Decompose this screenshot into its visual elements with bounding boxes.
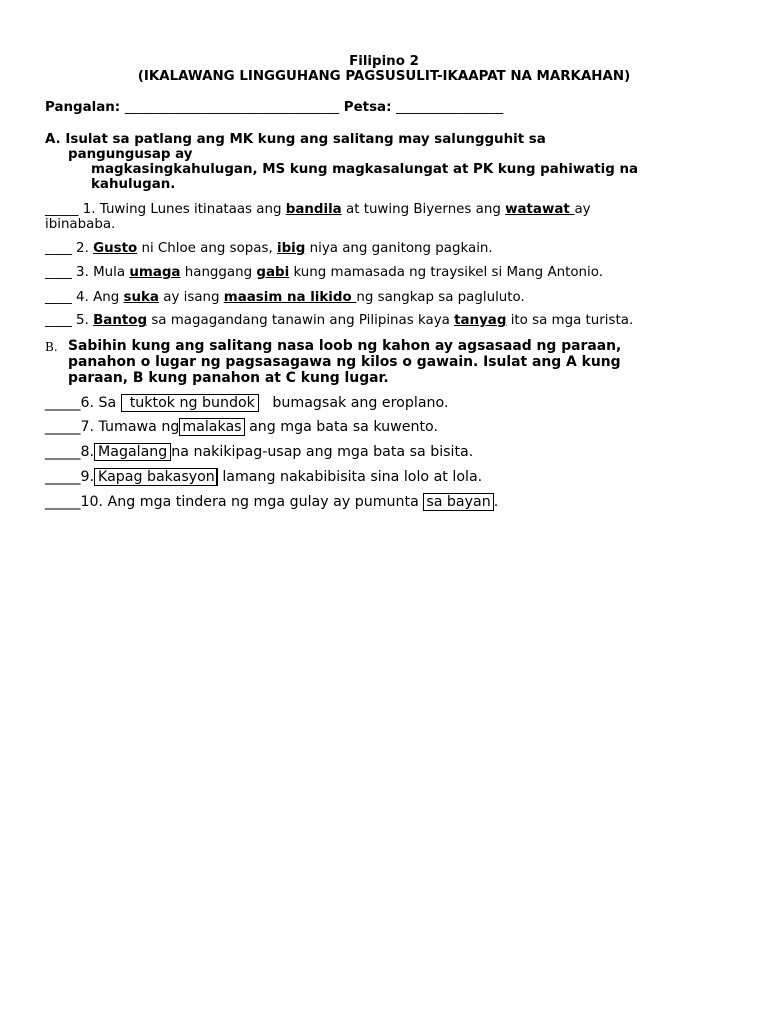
underlined-word: tanyag xyxy=(454,313,507,328)
section-a-instruction-3: magkasingkahulugan, MS kung magkasalungat at PK kung pahiwatig na xyxy=(91,162,639,177)
answer-blank: _____ xyxy=(45,444,81,460)
section-a-instruction-4: kahulugan. xyxy=(91,177,176,192)
boxed-word: sa bayan xyxy=(423,493,493,511)
item-text: ay isang xyxy=(163,290,220,305)
subject-title: Filipino 2 xyxy=(349,54,419,69)
item-text: niya ang ganitong pagkain. xyxy=(309,241,493,256)
name-date-row xyxy=(45,100,503,116)
answer-blank: _____ xyxy=(45,395,81,411)
item-text: sa magagandang tanawin ang Pilipinas kaya xyxy=(151,313,450,328)
section-b-instruction-1: Sabihin kung ang salitang nasa loob ng kahon ay agsasaad ng paraan, xyxy=(68,338,622,354)
section-a-item-1-wrap: ibinababa. xyxy=(45,217,116,232)
item-text: Ang xyxy=(93,290,120,305)
section-b-item-6 xyxy=(45,394,448,412)
item-text: ni Chloe ang sopas, xyxy=(141,241,273,256)
section-b-instruction-2: panahon o lugar ng pagsasagawa ng kilos o gawain. Isulat ang A kung xyxy=(68,354,621,370)
item-number: 1. xyxy=(82,202,96,217)
item-text: at tuwing Biyernes ang xyxy=(345,202,501,217)
underlined-word: Bantog xyxy=(93,313,148,328)
section-a-item-5 xyxy=(45,313,633,329)
section-a-item-4 xyxy=(45,290,525,306)
section-b-instruction-3: paraan, B kung panahon at C kung lugar. xyxy=(68,370,389,386)
underlined-word: gabi xyxy=(256,265,290,280)
answer-blank: ____ xyxy=(45,241,72,256)
answer-blank: ____ xyxy=(45,290,72,305)
boxed-word: Magalang xyxy=(94,443,171,461)
item-number: 5. xyxy=(76,313,89,328)
answer-blank: _____ xyxy=(45,419,81,435)
item-text: bumagsak ang eroplano. xyxy=(272,395,449,411)
item-text: Tuwing Lunes itinataas ang xyxy=(99,202,282,217)
item-text: 10. Ang mga tindera ng mga gulay ay pumunta xyxy=(80,494,419,510)
item-number: 3. xyxy=(76,265,89,280)
answer-blank: _____ xyxy=(45,494,81,510)
section-a-instruction-2: pangungusap ay xyxy=(68,147,193,162)
answer-blank: _____ xyxy=(45,469,81,485)
section-a-item-1 xyxy=(45,202,591,218)
item-text: na nakikipag-usap ang mga bata sa bisita. xyxy=(171,444,474,460)
section-b-item-10 xyxy=(45,493,498,511)
underlined-word: maasim na likido xyxy=(223,290,357,305)
item-text: ang mga bata sa kuwento. xyxy=(249,419,438,435)
underlined-word: watawat xyxy=(505,202,575,217)
section-b-item-9 xyxy=(45,468,482,486)
name-label: Pangalan: xyxy=(45,100,121,115)
item-text: 7. Tumawa ng xyxy=(80,419,180,435)
section-b-letter: B. xyxy=(45,340,58,354)
item-text: kung mamasada ng traysikel si Mang Antonio. xyxy=(293,265,603,280)
section-b-item-7 xyxy=(45,418,438,436)
underlined-word: ibig xyxy=(277,241,306,256)
boxed-word: malakas xyxy=(179,418,244,436)
section-a-item-2 xyxy=(45,241,493,257)
boxed-word: tuktok ng bundok xyxy=(121,394,259,412)
item-text: 6. Sa xyxy=(80,395,117,411)
item-text: . xyxy=(493,494,499,510)
item-text: ay xyxy=(574,202,591,217)
item-number: 2. xyxy=(76,241,89,256)
item-text: ng sangkap sa pagluluto. xyxy=(356,290,525,305)
section-a-item-3 xyxy=(45,265,603,281)
answer-blank: _____ xyxy=(45,202,79,217)
date-label: Petsa: xyxy=(343,100,392,115)
exam-title: (IKALAWANG LINGGUHANG PAGSUSULIT-IKAAPAT NA MARKAHAN) xyxy=(137,69,631,84)
item-text: 8. xyxy=(80,444,95,460)
underlined-word: umaga xyxy=(129,265,181,280)
name-blank: ________________________________ xyxy=(124,100,340,115)
item-text: Mula xyxy=(93,265,126,280)
answer-blank: ____ xyxy=(45,313,72,328)
item-number: 4. xyxy=(76,290,89,305)
underlined-word: suka xyxy=(123,290,159,305)
section-a-instruction-1: A. Isulat sa patlang ang MK kung ang salitang may salungguhit sa xyxy=(45,132,546,147)
item-text: ito sa mga turista. xyxy=(510,313,634,328)
item-text: lamang nakabibisita sina lolo at lola. xyxy=(222,469,483,485)
section-b-item-8 xyxy=(45,443,473,461)
answer-blank: ____ xyxy=(45,265,72,280)
date-blank: ________________ xyxy=(396,100,504,115)
item-text: 9. xyxy=(80,469,95,485)
boxed-word: Kapag bakasyon xyxy=(94,468,218,486)
underlined-word: Gusto xyxy=(93,241,138,256)
item-text: hanggang xyxy=(184,265,253,280)
underlined-word: bandila xyxy=(285,202,342,217)
